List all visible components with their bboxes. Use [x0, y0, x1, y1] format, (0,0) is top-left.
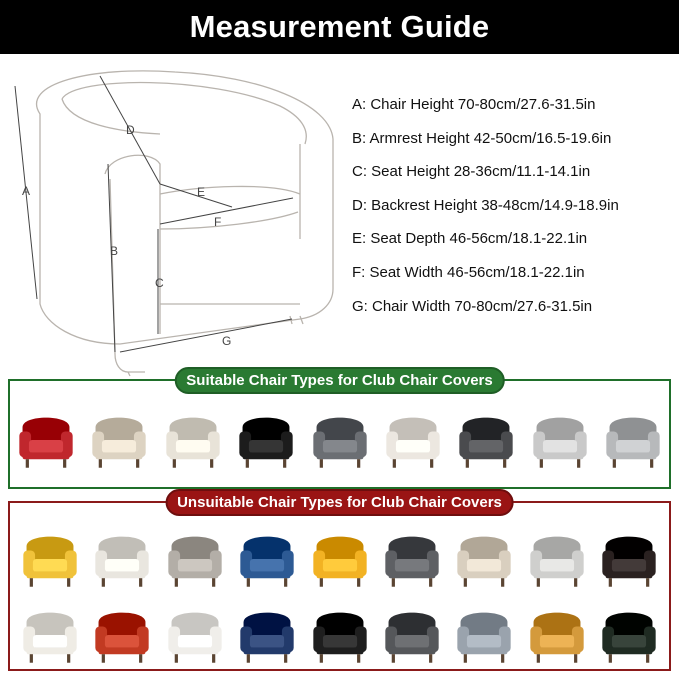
navy-armchair-image [235, 603, 299, 667]
beige-lounge-chair-image [452, 527, 516, 591]
light-grey-metal-frame-chair-image [601, 407, 665, 473]
charcoal-swivel-tub-chair-image [454, 407, 518, 473]
spec-chair-height: A: Chair Height 70-80cm/27.6-31.5in [352, 96, 596, 113]
white-chesterfield-chair-image [163, 603, 227, 667]
beige-tub-chair-image [87, 407, 151, 473]
label-e: E [197, 185, 206, 199]
yellow-wingback-chair-image [308, 527, 372, 591]
black-leather-club-chair-image [308, 603, 372, 667]
spec-chair-width: G: Chair Width 70-80cm/27.6-31.5in [352, 297, 593, 315]
spec-seat-height: C: Seat Height 28-36cm/11.1-14.1in [352, 163, 591, 181]
label-b: B [110, 244, 119, 258]
grey-tub-chair-image [308, 407, 372, 473]
measurement-diagram [0, 54, 345, 379]
unsuitable-chairs-row-1 [18, 525, 661, 591]
orange-red-armchair-image [90, 603, 154, 667]
unsuitable-section [8, 494, 671, 671]
spec-seat-depth: E: Seat Depth 46-56cm/18.1-22.1in [352, 230, 588, 248]
grey-wingback-chair-image [380, 527, 444, 591]
black-leather-lounge-chair-image [597, 527, 661, 591]
measurement-specs-list [352, 94, 677, 329]
grey-side-chair-image [525, 527, 589, 591]
white-swivel-chair-image [90, 527, 154, 591]
suitable-chairs-row [14, 403, 665, 473]
striped-wingback-chair-image [452, 603, 516, 667]
suitable-heading: Suitable Chair Types for Club Chair Covers [174, 367, 504, 394]
suitable-section [8, 372, 671, 489]
cream-tub-chair-image [161, 407, 225, 473]
title-banner [0, 0, 679, 54]
label-a: A [22, 184, 31, 198]
blue-armchair-image [235, 527, 299, 591]
white-swivel-barrel-chair-image [18, 603, 82, 667]
chair-outline-drawing [0, 54, 345, 379]
white-tufted-tub-chair-image [381, 407, 445, 473]
label-c: C [155, 276, 164, 290]
page-title: Measurement Guide [189, 9, 490, 44]
red-tub-chair-image [14, 407, 78, 473]
spec-seat-width: F: Seat Width 46-56cm/18.1-22.1in [352, 263, 585, 281]
spec-armrest-height: B: Armrest Height 42-50cm/16.5-19.6in [352, 129, 612, 147]
spec-backrest-height: D: Backrest Height 38-48cm/14.9-18.9in [352, 196, 619, 214]
camel-leather-chair-image [525, 603, 589, 667]
dark-grey-club-chair-image [380, 603, 444, 667]
dark-green-swivel-chair-image [597, 603, 661, 667]
unsuitable-chairs-row-2 [18, 601, 661, 667]
label-f: F [214, 215, 222, 229]
label-g: G [222, 334, 232, 348]
grey-tufted-armchair-image [163, 527, 227, 591]
yellow-armchair-image [18, 527, 82, 591]
black-leather-tub-chair-image [234, 407, 298, 473]
unsuitable-heading: Unsuitable Chair Types for Club Chair Covers [165, 489, 514, 516]
silver-metal-frame-chair-image [528, 407, 592, 473]
label-d: D [126, 123, 135, 137]
